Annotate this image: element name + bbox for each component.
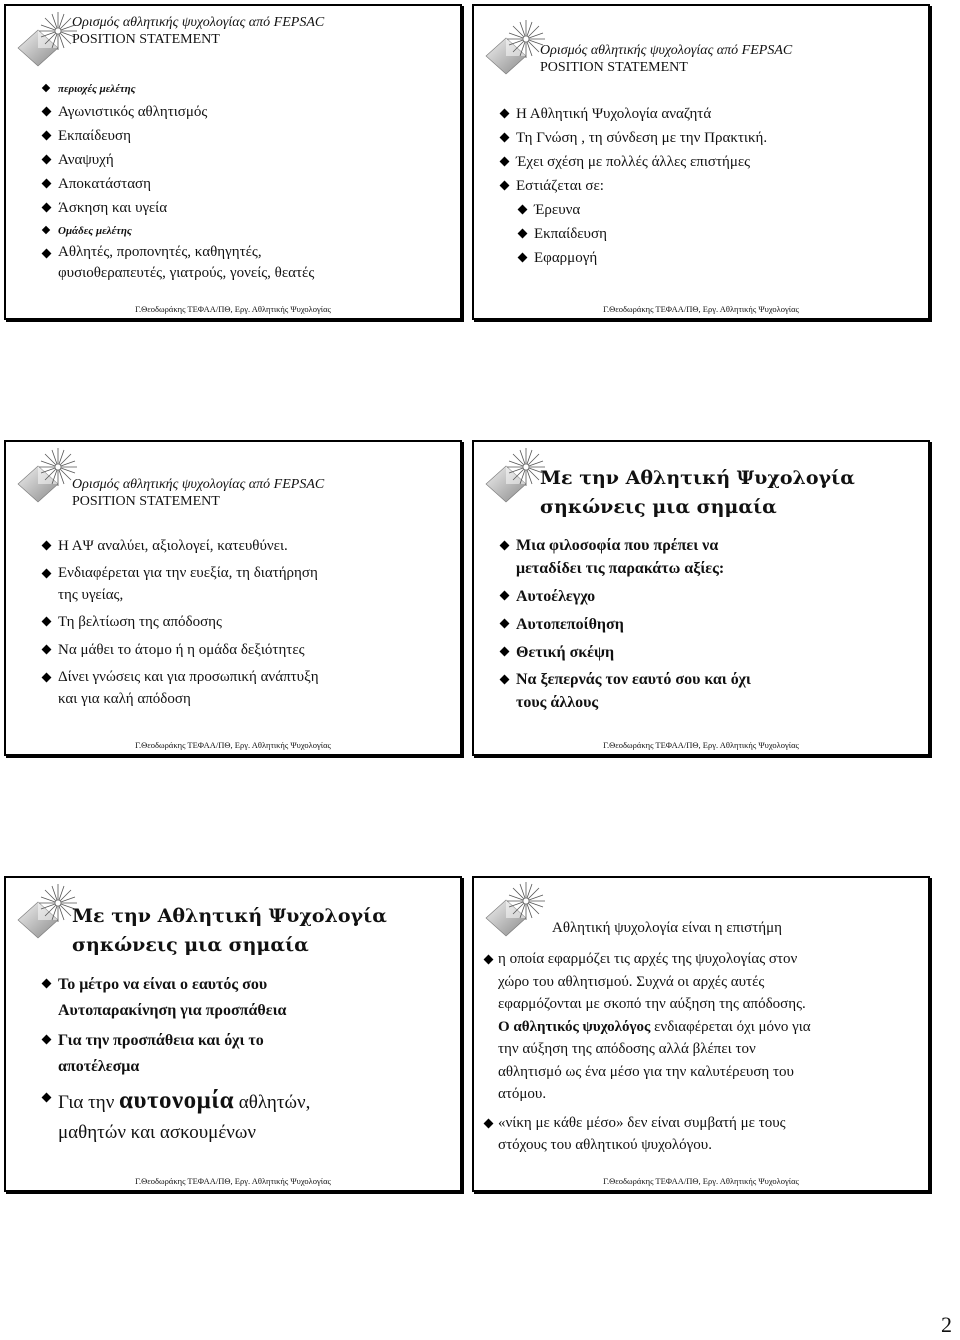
sparkle-diamond-icon	[16, 882, 80, 946]
list-item: Άσκηση και υγεία	[42, 196, 314, 220]
bullet-list	[500, 534, 751, 714]
list-item: Εκπαίδευση	[518, 222, 767, 246]
list-item: Αγωνιστικός αθλητισμός	[42, 100, 314, 124]
list-item: Για την αυτονομία αθλητών, μαθητών και ασκουμένων	[42, 1086, 310, 1148]
bullet-list	[484, 948, 914, 1157]
list-item: Να ξεπερνάς τον εαυτό σου και όχι τους άλλους	[500, 668, 751, 714]
slide-subtitle: POSITION STATEMENT	[72, 494, 220, 509]
bold-term: Ο αθλητικός ψυχολόγος	[498, 1018, 651, 1035]
slide-footer: Γ.Θεοδωράκης ΤΕΦΑΑ/ΠΘ, Εργ. Αθλητικής Ψυχολογίας	[603, 740, 799, 750]
slide-footer: Γ.Θεοδωράκης ΤΕΦΑΑ/ΠΘ, Εργ. Αθλητικής Ψυχολογίας	[603, 1176, 799, 1186]
list-item: Θετική σκέψη	[500, 640, 751, 666]
bullet-list	[42, 972, 310, 1148]
list-item: Έχει σχέση με πολλές άλλες επιστήμες	[500, 150, 767, 174]
bullet-list	[42, 78, 314, 284]
list-item: Για την προσπάθεια και όχι το αποτέλεσμα	[42, 1028, 310, 1080]
list-item: Εκπαίδευση	[42, 124, 314, 148]
list-item: Αναψυχή	[42, 148, 314, 172]
slide-subtitle: POSITION STATEMENT	[540, 60, 688, 75]
slide-2	[472, 4, 930, 320]
slide-3	[4, 440, 462, 756]
list-item: Εστιάζεται σε:	[500, 174, 767, 198]
list-item: Αυτοέλεγχο	[500, 584, 751, 610]
slide-footer: Γ.Θεοδωράκης ΤΕΦΑΑ/ΠΘ, Εργ. Αθλητικής Ψυχολογίας	[603, 304, 799, 314]
bullet-list	[500, 102, 767, 270]
list-item: Να μάθει το άτομο ή η ομάδα δεξιότητες	[42, 638, 319, 662]
list-item: Το μέτρο να είναι ο εαυτός σου Αυτοπαρακίνηση για προσπάθεια	[42, 972, 310, 1024]
slide-title: Με την Αθλητική Ψυχολογία σηκώνεις μια σημαία	[540, 467, 855, 518]
list-item: Μια φιλοσοφία που πρέπει να μεταδίδει τις παρακάτω αξίες:	[500, 534, 751, 580]
slide-2-header	[540, 42, 792, 76]
sparkle-diamond-icon	[484, 18, 548, 82]
slide-3-header	[72, 476, 324, 510]
list-item: Αυτοπεποίθηση	[500, 612, 751, 638]
slide-1	[4, 4, 462, 320]
list-item: περιοχές μελέτης	[42, 78, 314, 100]
slide-title: Αθλητική ψυχολογία είναι η επιστήμη	[552, 920, 783, 936]
list-item: Εφαρμογή	[518, 246, 767, 270]
list-item: «νίκη με κάθε μέσο» δεν είναι συμβατή με τους στόχους του αθλητικού ψυχολόγου.	[484, 1112, 914, 1157]
slide-footer: Γ.Θεοδωράκης ΤΕΦΑΑ/ΠΘ, Εργ. Αθλητικής Ψυχολογίας	[135, 740, 331, 750]
slide-1-header	[72, 14, 324, 48]
sparkle-diamond-icon	[484, 446, 548, 510]
list-item: Έρευνα	[518, 198, 767, 222]
sparkle-diamond-icon	[16, 446, 80, 510]
slide-footer: Γ.Θεοδωράκης ΤΕΦΑΑ/ΠΘ, Εργ. Αθλητικής Ψυχολογίας	[135, 1176, 331, 1186]
slide-title: Ορισμός αθλητικής ψυχολογίας από FEPSAC	[72, 477, 325, 492]
slide-footer: Γ.Θεοδωράκης ΤΕΦΑΑ/ΠΘ, Εργ. Αθλητικής Ψυχολογίας	[135, 304, 331, 314]
slide-title: Ορισμός αθλητικής ψυχολογίας από FEPSAC	[540, 43, 793, 58]
list-item: Τη Γνώση , τη σύνδεση με την Πρακτική.	[500, 126, 767, 150]
list-item: Η Αθλητική Ψυχολογία αναζητά	[500, 102, 767, 126]
list-item: Τη βελτίωση της απόδοσης	[42, 610, 319, 634]
list-item: Δίνει γνώσεις και για προσωπική ανάπτυξη και για καλή απόδοση	[42, 666, 319, 710]
bullet-list	[42, 534, 319, 710]
slide-title: Με την Αθλητική Ψυχολογία σηκώνεις μια σημαία	[72, 905, 387, 956]
list-item: Ενδιαφέρεται για την ευεξία, τη διατήρηση της υγείας,	[42, 562, 319, 606]
page-number: 2	[941, 1312, 952, 1337]
slide-5	[4, 876, 462, 1192]
list-item: Ομάδες μελέτης	[42, 220, 314, 242]
list-item: Αποκατάσταση	[42, 172, 314, 196]
slide-title: Ορισμός αθλητικής ψυχολογίας από FEPSAC	[72, 15, 325, 30]
slide-6	[472, 876, 930, 1192]
slide-4	[472, 440, 930, 756]
sparkle-diamond-icon	[484, 880, 548, 944]
sparkle-diamond-icon	[16, 10, 80, 74]
list-item: Η ΑΨ αναλύει, αξιολογεί, κατευθύνει.	[42, 534, 319, 558]
list-item: Αθλητές, προπονητές, καθηγητές, φυσιοθεραπευτές, γιατρούς, γονείς, θεατές	[42, 242, 314, 284]
list-item: η οποία εφαρμόζει τις αρχές της ψυχολογίας στον χώρο του αθλητισμού. Συχνά οι αρχές αυτές εφαρμόζονται με σκοπό την αύξηση της απόδοσης. Ο αθλητικός ψυχολόγος ενδιαφέρεται όχι μόνο για την αύξηση της απόδοσης αλλά βλέπει τον αθλητισμό ως ένα μέσο για την καλυτέρευση του ατόμου.	[484, 948, 914, 1106]
slide-subtitle: POSITION STATEMENT	[72, 32, 220, 47]
